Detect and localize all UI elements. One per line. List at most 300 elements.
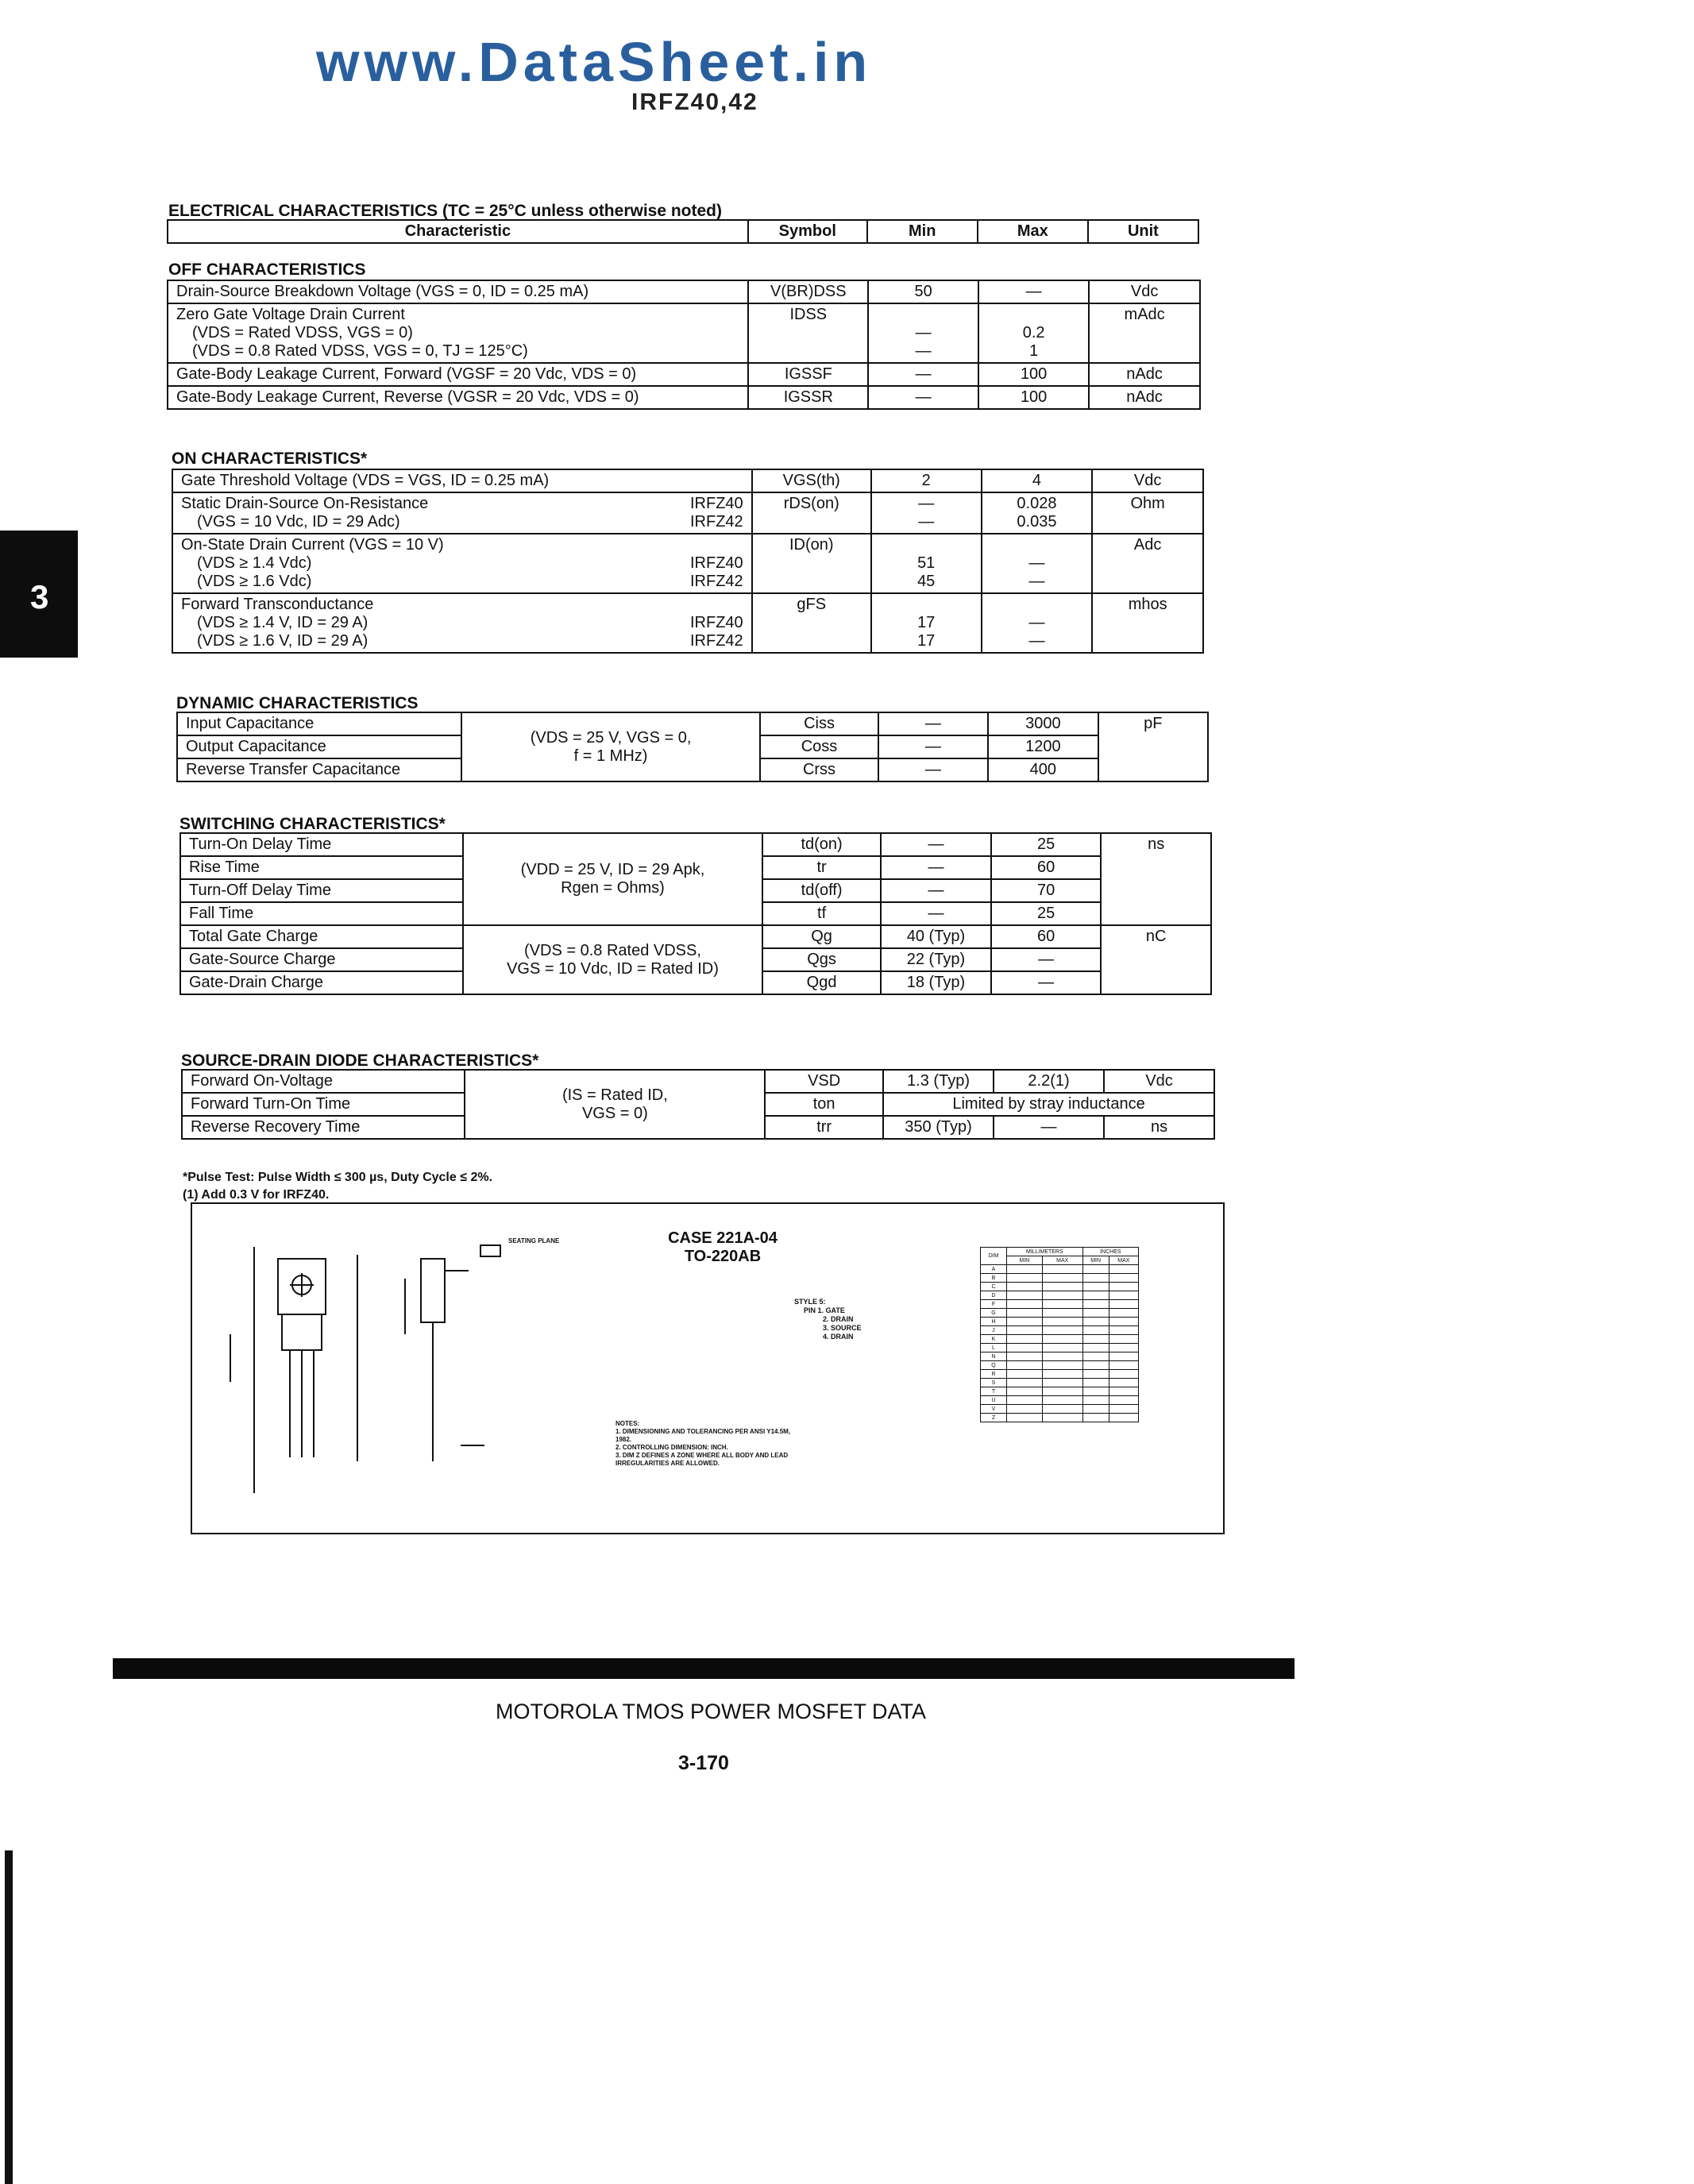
dim-col-header: INCHES [1082, 1248, 1138, 1256]
device-label: IRFZ42 [690, 513, 743, 531]
dim-value [1007, 1309, 1043, 1318]
cell-min: 350 (Typ) [883, 1116, 994, 1139]
cell-symbol: rDS(on) [752, 492, 871, 534]
char-sub: (VDS ≥ 1.4 Vdc) [197, 554, 312, 572]
cell-min [871, 593, 982, 653]
style-line: 4. DRAIN [823, 1333, 854, 1341]
dim-row [981, 1309, 1139, 1318]
cell-char [168, 303, 748, 363]
dim-value [1042, 1387, 1082, 1396]
cell-max-1: 0.2 [1022, 324, 1045, 341]
dim-value [1042, 1379, 1082, 1387]
dim-value [1042, 1361, 1082, 1370]
cell-condition [465, 1070, 765, 1139]
dim-row [981, 1265, 1139, 1274]
scan-edge [5, 1850, 13, 2184]
char-main: Forward Transconductance [181, 596, 374, 613]
cell-min: 18 (Typ) [881, 971, 991, 994]
style-block [794, 1298, 862, 1341]
cell-char [172, 593, 752, 653]
cell-unit: Adc [1092, 534, 1203, 593]
cell-max [982, 593, 1093, 653]
table-row [168, 386, 1200, 409]
on-table [172, 469, 1204, 654]
device-label: IRFZ42 [690, 632, 743, 650]
dim-value [1042, 1309, 1082, 1318]
cell-min-2: — [915, 342, 932, 360]
dim-value [1109, 1326, 1138, 1335]
char-main: On-State Drain Current (VGS = 10 V) [181, 536, 444, 554]
cell-max: — [991, 971, 1102, 994]
dim-value [1007, 1396, 1043, 1405]
dim-value [1042, 1318, 1082, 1326]
dim-row [981, 1318, 1139, 1326]
cell-min: 40 (Typ) [881, 925, 991, 948]
dim-value [1082, 1344, 1109, 1352]
cell-unit: mhos [1092, 593, 1203, 653]
dim-value [1007, 1265, 1043, 1274]
dim-value [1109, 1283, 1138, 1291]
cell-max [982, 492, 1093, 534]
cell-unit: nAdc [1089, 386, 1200, 409]
cell-min: — [881, 902, 991, 925]
style-line: 3. SOURCE [823, 1324, 862, 1332]
cell-unit: Vdc [1092, 469, 1203, 492]
cell-min-1: 51 [917, 554, 936, 572]
cell-min-2: 17 [917, 632, 936, 650]
cell-char: Gate Threshold Voltage (VDS = VGS, ID = 0.25 mA) [172, 469, 752, 492]
dim-row [981, 1370, 1139, 1379]
col-characteristic: Characteristic [168, 220, 748, 243]
switching-table [179, 832, 1212, 995]
dim-value [1007, 1405, 1043, 1414]
cell-symbol: ID(on) [752, 534, 871, 593]
cell-max-2: — [1028, 632, 1045, 650]
cell-min-1: — [918, 495, 935, 512]
cell-unit: ns [1101, 833, 1211, 925]
dim-value [1007, 1326, 1043, 1335]
part-number: IRFZ40,42 [631, 89, 758, 115]
footer-title: MOTOROLA TMOS POWER MOSFET DATA [496, 1700, 927, 1723]
dim-value [1007, 1335, 1043, 1344]
dim-value [1082, 1265, 1109, 1274]
cell-min: 22 (Typ) [881, 948, 991, 971]
section-tab [0, 531, 78, 658]
dim-value [1042, 1274, 1082, 1283]
cell-min: — [881, 833, 991, 856]
cell-max: 4 [982, 469, 1093, 492]
cell-max: 3000 [988, 712, 1098, 735]
dim-value [1042, 1283, 1082, 1291]
dim-value [1082, 1326, 1109, 1335]
package-note-line: 3. DIM Z DEFINES A ZONE WHERE ALL BODY AND LEAD IRREGULARITIES ARE ALLOWED. [615, 1452, 789, 1467]
package-note-line: 1. DIMENSIONING AND TOLERANCING PER ANSI Y14.5M, 1982. [615, 1428, 791, 1443]
dim-letter: F [981, 1300, 1007, 1309]
dim-value [1007, 1318, 1043, 1326]
cell-max: 1200 [988, 735, 1098, 758]
cell-max: 60 [991, 925, 1102, 948]
cell-max [978, 303, 1089, 363]
cell-max: 25 [991, 833, 1102, 856]
table-row [172, 469, 1203, 492]
cell-max [982, 534, 1093, 593]
cell-max-1: — [1028, 554, 1045, 572]
dim-row [981, 1326, 1139, 1335]
device-label: IRFZ40 [690, 495, 743, 512]
condition-line: VGS = 0) [581, 1104, 648, 1122]
char-main: Zero Gate Voltage Drain Current [176, 306, 405, 323]
dim-value [1082, 1396, 1109, 1405]
cell-condition [463, 833, 762, 925]
char-sub: (VDS ≥ 1.6 Vdc) [197, 573, 312, 590]
table-row [182, 1070, 1214, 1093]
cell-min [871, 492, 982, 534]
cell-unit: mAdc [1089, 303, 1200, 363]
dim-value [1007, 1414, 1043, 1422]
cell-symbol: Coss [760, 735, 878, 758]
cell-min: — [878, 758, 988, 781]
cell-max: 70 [991, 879, 1102, 902]
dim-value [1042, 1352, 1082, 1361]
cell-unit: nAdc [1089, 363, 1200, 386]
dim-value [1082, 1414, 1109, 1422]
cell-min-2: 45 [917, 573, 936, 590]
dim-value [1007, 1352, 1043, 1361]
char-sub: (VDS ≥ 1.6 V, ID = 29 A) [197, 632, 369, 650]
dim-value [1109, 1361, 1138, 1370]
cell-char: Gate-Body Leakage Current, Reverse (VGSR = 20 Vdc, VDS = 0) [168, 386, 748, 409]
condition-line: (VDD = 25 V, ID = 29 Apk, [520, 861, 705, 878]
cell-symbol: tr [762, 856, 881, 879]
cell-char: Reverse Transfer Capacitance [177, 758, 461, 781]
switching-section-title: SWITCHING CHARACTERISTICS* [179, 815, 446, 833]
cell-max: 100 [978, 386, 1089, 409]
diode-table [181, 1069, 1215, 1140]
dim-value [1109, 1405, 1138, 1414]
dim-value [1042, 1414, 1082, 1422]
cell-symbol: Ciss [760, 712, 878, 735]
cell-symbol: IDSS [748, 303, 868, 363]
cell-symbol: gFS [752, 593, 871, 653]
dim-value [1109, 1300, 1138, 1309]
cell-max: 2.2(1) [994, 1070, 1104, 1093]
cell-condition [461, 712, 760, 781]
cell-condition [463, 925, 762, 994]
dim-value [1042, 1326, 1082, 1335]
cell-char: Fall Time [180, 902, 463, 925]
dim-value [1042, 1300, 1082, 1309]
cell-symbol: td(on) [762, 833, 881, 856]
device-label: IRFZ42 [690, 573, 743, 590]
dim-letter: H [981, 1318, 1007, 1326]
cell-char: Gate-Drain Charge [180, 971, 463, 994]
cell-min [871, 534, 982, 593]
condition-line: (VDS = 25 V, VGS = 0, [530, 728, 692, 747]
dim-value [1082, 1335, 1109, 1344]
dim-value [1109, 1344, 1138, 1352]
cell-symbol: Qg [762, 925, 881, 948]
dim-row [981, 1387, 1139, 1396]
dim-value [1082, 1405, 1109, 1414]
table-row [168, 280, 1200, 303]
dim-value [1082, 1309, 1109, 1318]
cell-max: 400 [988, 758, 1098, 781]
cell-max: — [991, 948, 1102, 971]
dim-value [1042, 1344, 1082, 1352]
dim-value [1082, 1387, 1109, 1396]
package-type: TO-220AB [684, 1248, 762, 1265]
device-label: IRFZ40 [690, 614, 743, 631]
cell-char: Input Capacitance [177, 712, 461, 735]
dim-letter: B [981, 1274, 1007, 1283]
cell-max: 25 [991, 902, 1102, 925]
dim-value [1109, 1335, 1138, 1344]
dim-row [981, 1300, 1139, 1309]
cell-unit: Vdc [1104, 1070, 1214, 1093]
col-min: Min [867, 220, 978, 243]
dim-value [1109, 1309, 1138, 1318]
off-section-title: OFF CHARACTERISTICS [168, 260, 366, 279]
cell-char: Gate-Source Charge [180, 948, 463, 971]
table-row [168, 363, 1200, 386]
cell-min: — [881, 856, 991, 879]
cell-span: Limited by stray inductance [883, 1093, 1214, 1116]
cell-symbol: IGSSF [748, 363, 868, 386]
table-row [168, 303, 1200, 363]
on-section-title: ON CHARACTERISTICS* [172, 450, 368, 468]
dim-letter: J [981, 1326, 1007, 1335]
cell-min: 2 [871, 469, 982, 492]
cell-symbol: VSD [765, 1070, 883, 1093]
dim-value [1007, 1361, 1043, 1370]
table-row [172, 534, 1203, 593]
dim-letter: Z [981, 1414, 1007, 1422]
package-drawing [206, 1223, 556, 1517]
add-note: (1) Add 0.3 V for IRFZ40. [183, 1188, 330, 1202]
cell-min-1: — [915, 324, 932, 341]
cell-char: Output Capacitance [177, 735, 461, 758]
dim-value [1007, 1300, 1043, 1309]
cell-char: Forward On-Voltage [182, 1070, 465, 1093]
dim-letter: R [981, 1370, 1007, 1379]
dim-value [1109, 1387, 1138, 1396]
dim-letter: U [981, 1396, 1007, 1405]
cell-min: — [868, 363, 978, 386]
dim-letter: D [981, 1291, 1007, 1300]
char-sub: (VDS = 0.8 Rated VDSS, VGS = 0, TJ = 125°C) [192, 342, 528, 360]
section-tab-label: 3 [30, 578, 49, 615]
dim-value [1007, 1387, 1043, 1396]
elec-char-title: ELECTRICAL CHARACTERISTICS (TC = 25°C unless otherwise noted) [168, 202, 722, 220]
cell-min: — [878, 735, 988, 758]
cell-char: Gate-Body Leakage Current, Forward (VGSF = 20 Vdc, VDS = 0) [168, 363, 748, 386]
dim-row [981, 1335, 1139, 1344]
cell-max: 60 [991, 856, 1102, 879]
cell-symbol: ton [765, 1093, 883, 1116]
dim-col-header: MIN [1007, 1256, 1043, 1265]
dim-value [1109, 1396, 1138, 1405]
dim-letter: S [981, 1379, 1007, 1387]
style-line: 2. DRAIN [823, 1315, 854, 1323]
footer-bar [113, 1658, 1295, 1679]
dim-row [981, 1396, 1139, 1405]
cell-min: 1.3 (Typ) [883, 1070, 994, 1093]
dim-value [1109, 1291, 1138, 1300]
dim-value [1082, 1274, 1109, 1283]
cell-symbol: trr [765, 1116, 883, 1139]
char-sub: (VDS ≥ 1.4 V, ID = 29 A) [197, 614, 369, 631]
cell-min: — [868, 386, 978, 409]
dim-value [1109, 1265, 1138, 1274]
condition-line: (IS = Rated ID, [561, 1086, 668, 1104]
dim-letter: Q [981, 1361, 1007, 1370]
cell-min [868, 303, 978, 363]
cell-symbol: VGS(th) [752, 469, 871, 492]
site-watermark: www.DataSheet.in [316, 31, 873, 93]
char-main: Static Drain-Source On-Resistance [181, 495, 429, 512]
table-row [172, 492, 1203, 534]
dim-letter: V [981, 1405, 1007, 1414]
condition-line: (VDS = 0.8 Rated VDSS, [524, 941, 701, 959]
table-row [180, 925, 1211, 948]
cell-unit: Vdc [1089, 280, 1200, 303]
dim-value [1007, 1379, 1043, 1387]
package-case: CASE 221A-04 [668, 1229, 778, 1247]
dim-col-header: MIN [1082, 1256, 1109, 1265]
dim-value [1082, 1300, 1109, 1309]
dim-value [1042, 1405, 1082, 1414]
cell-char [172, 492, 752, 534]
table-row [172, 593, 1203, 653]
dim-row [981, 1283, 1139, 1291]
col-unit: Unit [1088, 220, 1198, 243]
dim-letter: K [981, 1335, 1007, 1344]
dim-letter: L [981, 1344, 1007, 1352]
dim-value [1109, 1414, 1138, 1422]
dim-value [1109, 1379, 1138, 1387]
dim-value [1082, 1379, 1109, 1387]
cell-max: — [978, 280, 1089, 303]
table-row [177, 712, 1208, 735]
cell-symbol: tf [762, 902, 881, 925]
col-max: Max [978, 220, 1088, 243]
cell-char: Turn-Off Delay Time [180, 879, 463, 902]
dim-letter: C [981, 1283, 1007, 1291]
cell-char [172, 534, 752, 593]
dim-value [1109, 1318, 1138, 1326]
page-number: 3-170 [678, 1752, 729, 1774]
cell-symbol: Qgs [762, 948, 881, 971]
cell-min: — [878, 712, 988, 735]
dim-value [1042, 1265, 1082, 1274]
dim-col-header: MAX [1042, 1256, 1082, 1265]
dim-row [981, 1361, 1139, 1370]
dim-value [1007, 1291, 1043, 1300]
table-row [180, 833, 1211, 856]
dim-row [981, 1291, 1139, 1300]
dim-value [1082, 1318, 1109, 1326]
cell-min: 50 [868, 280, 978, 303]
cell-symbol: td(off) [762, 879, 881, 902]
char-sub: (VGS = 10 Vdc, ID = 29 Adc) [197, 513, 400, 531]
cell-char: Drain-Source Breakdown Voltage (VGS = 0, ID = 0.25 mA) [168, 280, 748, 303]
cell-max-2: — [1028, 573, 1045, 590]
dim-value [1007, 1283, 1043, 1291]
package-note-line: 2. CONTROLLING DIMENSION: INCH. [615, 1444, 728, 1451]
dim-letter: T [981, 1387, 1007, 1396]
package-notes [615, 1420, 806, 1468]
char-sub: (VDS = Rated VDSS, VGS = 0) [192, 324, 413, 341]
dim-value [1109, 1370, 1138, 1379]
cell-min-2: — [918, 513, 935, 531]
cell-char: Rise Time [180, 856, 463, 879]
dim-row [981, 1379, 1139, 1387]
off-table [167, 280, 1201, 410]
dim-row [981, 1344, 1139, 1352]
dim-value [1082, 1361, 1109, 1370]
cell-max: — [994, 1116, 1104, 1139]
pulse-note: *Pulse Test: Pulse Width ≤ 300 µs, Duty Cycle ≤ 2%. [183, 1171, 493, 1184]
cell-max-2: 1 [1029, 342, 1039, 360]
dim-value [1082, 1283, 1109, 1291]
dim-value [1082, 1291, 1109, 1300]
device-label: IRFZ40 [690, 554, 743, 572]
dim-value [1082, 1370, 1109, 1379]
seating-plane-label: SEATING PLANE [508, 1237, 560, 1244]
package-title [651, 1229, 794, 1266]
dim-letter: N [981, 1352, 1007, 1361]
dim-value [1109, 1274, 1138, 1283]
cell-symbol: Crss [760, 758, 878, 781]
dim-value [1042, 1370, 1082, 1379]
dim-row [981, 1352, 1139, 1361]
style-line: PIN 1. GATE [804, 1306, 845, 1314]
cell-unit: pF [1098, 712, 1208, 781]
table-header [167, 219, 1199, 244]
cell-unit: Ohm [1092, 492, 1203, 534]
dim-value [1042, 1291, 1082, 1300]
dim-value [1082, 1352, 1109, 1361]
cell-max-1: — [1028, 614, 1045, 631]
dim-value [1007, 1370, 1043, 1379]
dim-value [1007, 1344, 1043, 1352]
style-title: STYLE 5: [794, 1298, 826, 1306]
dim-row [981, 1405, 1139, 1414]
condition-line: VGS = 10 Vdc, ID = Rated ID) [507, 959, 719, 978]
cell-max: 100 [978, 363, 1089, 386]
dim-col-header: DIM [981, 1248, 1007, 1265]
dim-letter: G [981, 1309, 1007, 1318]
dim-value [1007, 1274, 1043, 1283]
cell-char: Turn-On Delay Time [180, 833, 463, 856]
cell-char: Total Gate Charge [180, 925, 463, 948]
cell-max-2: 0.035 [1017, 513, 1057, 531]
cell-char: Forward Turn-On Time [182, 1093, 465, 1116]
condition-line: Rgen = Ohms) [561, 879, 665, 897]
dim-row [981, 1274, 1139, 1283]
cell-max-1: 0.028 [1017, 495, 1057, 512]
dim-col-header: MILLIMETERS [1007, 1248, 1083, 1256]
cell-min-1: 17 [917, 614, 936, 631]
cell-symbol: V(BR)DSS [748, 280, 868, 303]
dim-value [1109, 1352, 1138, 1361]
cell-char: Reverse Recovery Time [182, 1116, 465, 1139]
dim-letter: A [981, 1265, 1007, 1274]
col-symbol: Symbol [748, 220, 867, 243]
package-notes-title: NOTES: [615, 1420, 640, 1427]
dim-col-header: MAX [1109, 1256, 1138, 1265]
cell-symbol: Qgd [762, 971, 881, 994]
